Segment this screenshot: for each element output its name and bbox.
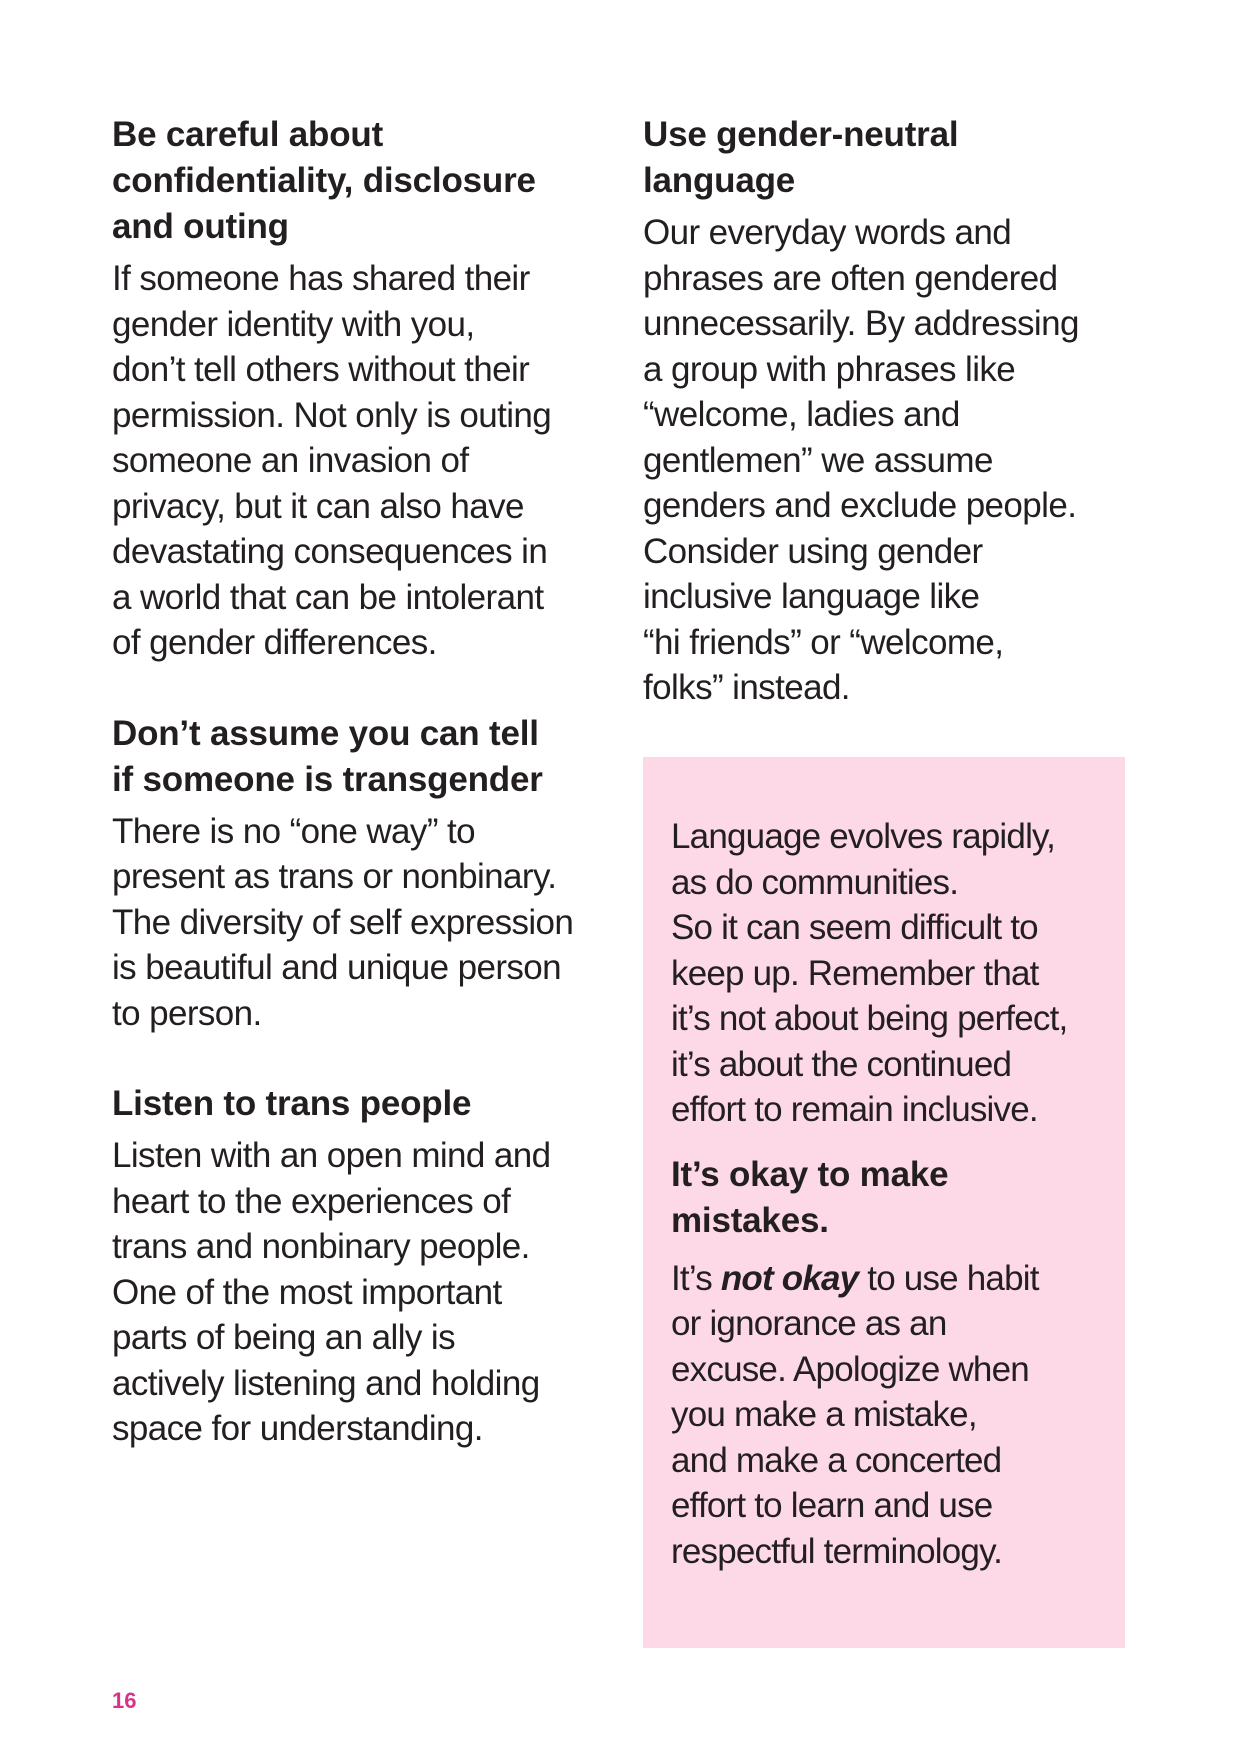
section-heading: Listen to trans people (112, 1084, 472, 1123)
callout-box (643, 757, 1125, 1648)
right-column (643, 112, 1133, 756)
section-body: If someone has shared their gender identity with you, don’t tell others without their permission. Not only is outing someone an invasion of privacy, but it can also have devastating consequences in a world that can be intolerant of gender differences. (112, 259, 552, 662)
section-heading: Don’t assume you can tell if someone is transgender (112, 713, 543, 799)
callout-heading: It’s okay to make mistakes. (671, 1154, 949, 1240)
section-body: Listen with an open mind and heart to the experiences of trans and nonbinary people. One of the most important parts of being an ally is actively listening and holding space for understanding. (112, 1136, 551, 1448)
left-column (112, 112, 612, 1497)
callout-body: It’s not okay to use habit or ignorance as an excuse. Apologize when you make a mistake, and make a concerted effort to learn and use respectful terminology. (671, 1256, 1125, 1575)
section-listen (112, 1081, 612, 1452)
callout-intro: Language evolves rapidly, as do communities. So it can seem difficult to keep up. Remember that it’s not about being perfect, it’s about the continued effort to remain inclusive. (671, 817, 1068, 1129)
callout-emphasis-line: It’s not okay to use habit (671, 1258, 1039, 1298)
section-body: Our everyday words and phrases are often gendered unnecessarily. By addressing a group with phrases like “welcome, ladies and gentlemen” we assume genders and exclude people. Consider using gender inclusive language like “hi friends” or “welcome, folks” instead. (643, 213, 1079, 707)
section-gender-neutral-language (643, 112, 1133, 711)
section-confidentiality (112, 112, 612, 666)
page-number: 16 (112, 1688, 137, 1713)
section-body: There is no “one way” to present as trans or nonbinary. The diversity of self expression is beautiful and unique person to person. (112, 811, 574, 1033)
section-heading: Use gender-neutral language (643, 115, 959, 200)
section-heading: Be careful about confidentiality, disclosure and outing (112, 115, 536, 246)
section-dont-assume (112, 711, 612, 1037)
not-okay-emphasis: not okay (720, 1258, 859, 1298)
